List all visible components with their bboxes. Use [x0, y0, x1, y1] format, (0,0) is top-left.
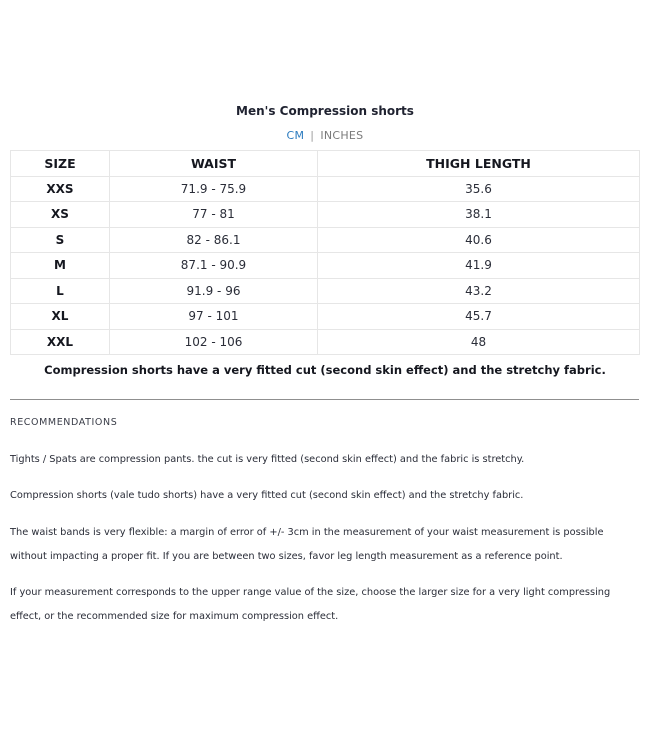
size-cell: L	[11, 278, 110, 304]
section-divider	[10, 399, 639, 400]
thigh-length-cell: 45.7	[318, 304, 640, 330]
page-title: Men's Compression shorts	[236, 104, 414, 118]
thigh-length-cell: 38.1	[318, 202, 640, 228]
table-row	[11, 227, 640, 253]
size-cell: S	[11, 227, 110, 253]
thigh-length-cell: 43.2	[318, 278, 640, 304]
recommendation-paragraph: If your measurement corresponds to the upper range value of the size, choose the larger size for a very light compressing effect, or the recommended size for maximum compression effect.	[10, 587, 611, 622]
waist-cell: 91.9 - 96	[110, 278, 318, 304]
unit-cm-button[interactable]: CM	[286, 128, 305, 142]
unit-inches-button[interactable]: INCHES	[320, 128, 364, 142]
size-chart-table	[10, 150, 640, 355]
table-row	[11, 202, 640, 228]
recommendation-paragraph: Compression shorts (vale tudo shorts) have a very fitted cut (second skin effect) and the stretchy fabric.	[10, 490, 524, 501]
unit-toggle	[0, 128, 650, 142]
size-cell: XL	[11, 304, 110, 330]
waist-cell: 71.9 - 75.9	[110, 176, 318, 202]
waist-cell: 102 - 106	[110, 329, 318, 355]
unit-separator: |	[310, 128, 315, 142]
table-row	[11, 329, 640, 355]
thigh-length-cell: 40.6	[318, 227, 640, 253]
size-cell: XXL	[11, 329, 110, 355]
table-header-row	[11, 151, 640, 177]
thigh-length-cell: 41.9	[318, 253, 640, 279]
column-header-size: SIZE	[11, 151, 110, 177]
thigh-length-cell: 35.6	[318, 176, 640, 202]
table-row	[11, 253, 640, 279]
table-row	[11, 176, 640, 202]
waist-cell: 97 - 101	[110, 304, 318, 330]
waist-cell: 82 - 86.1	[110, 227, 318, 253]
table-row	[11, 278, 640, 304]
waist-cell: 77 - 81	[110, 202, 318, 228]
recommendation-paragraph: Tights / Spats are compression pants. the cut is very fitted (second skin effect) and the fabric is stretchy.	[10, 454, 525, 465]
thigh-length-cell: 48	[318, 329, 640, 355]
column-header-waist: WAIST	[110, 151, 318, 177]
recommendations-heading: RECOMMENDATIONS	[10, 417, 118, 428]
table-footnote: Compression shorts have a very fitted cut (second skin effect) and the stretchy fabric.	[44, 363, 606, 377]
size-cell: XS	[11, 202, 110, 228]
recommendation-paragraph: The waist bands is very flexible: a margin of error of +/- 3cm in the measurement of your waist measurement is possible without impacting a proper fit. If you are between two sizes, favor leg length measurement as a reference point.	[10, 527, 604, 562]
waist-cell: 87.1 - 90.9	[110, 253, 318, 279]
size-cell: M	[11, 253, 110, 279]
size-cell: XXS	[11, 176, 110, 202]
column-header-thigh-length: THIGH LENGTH	[318, 151, 640, 177]
table-row	[11, 304, 640, 330]
